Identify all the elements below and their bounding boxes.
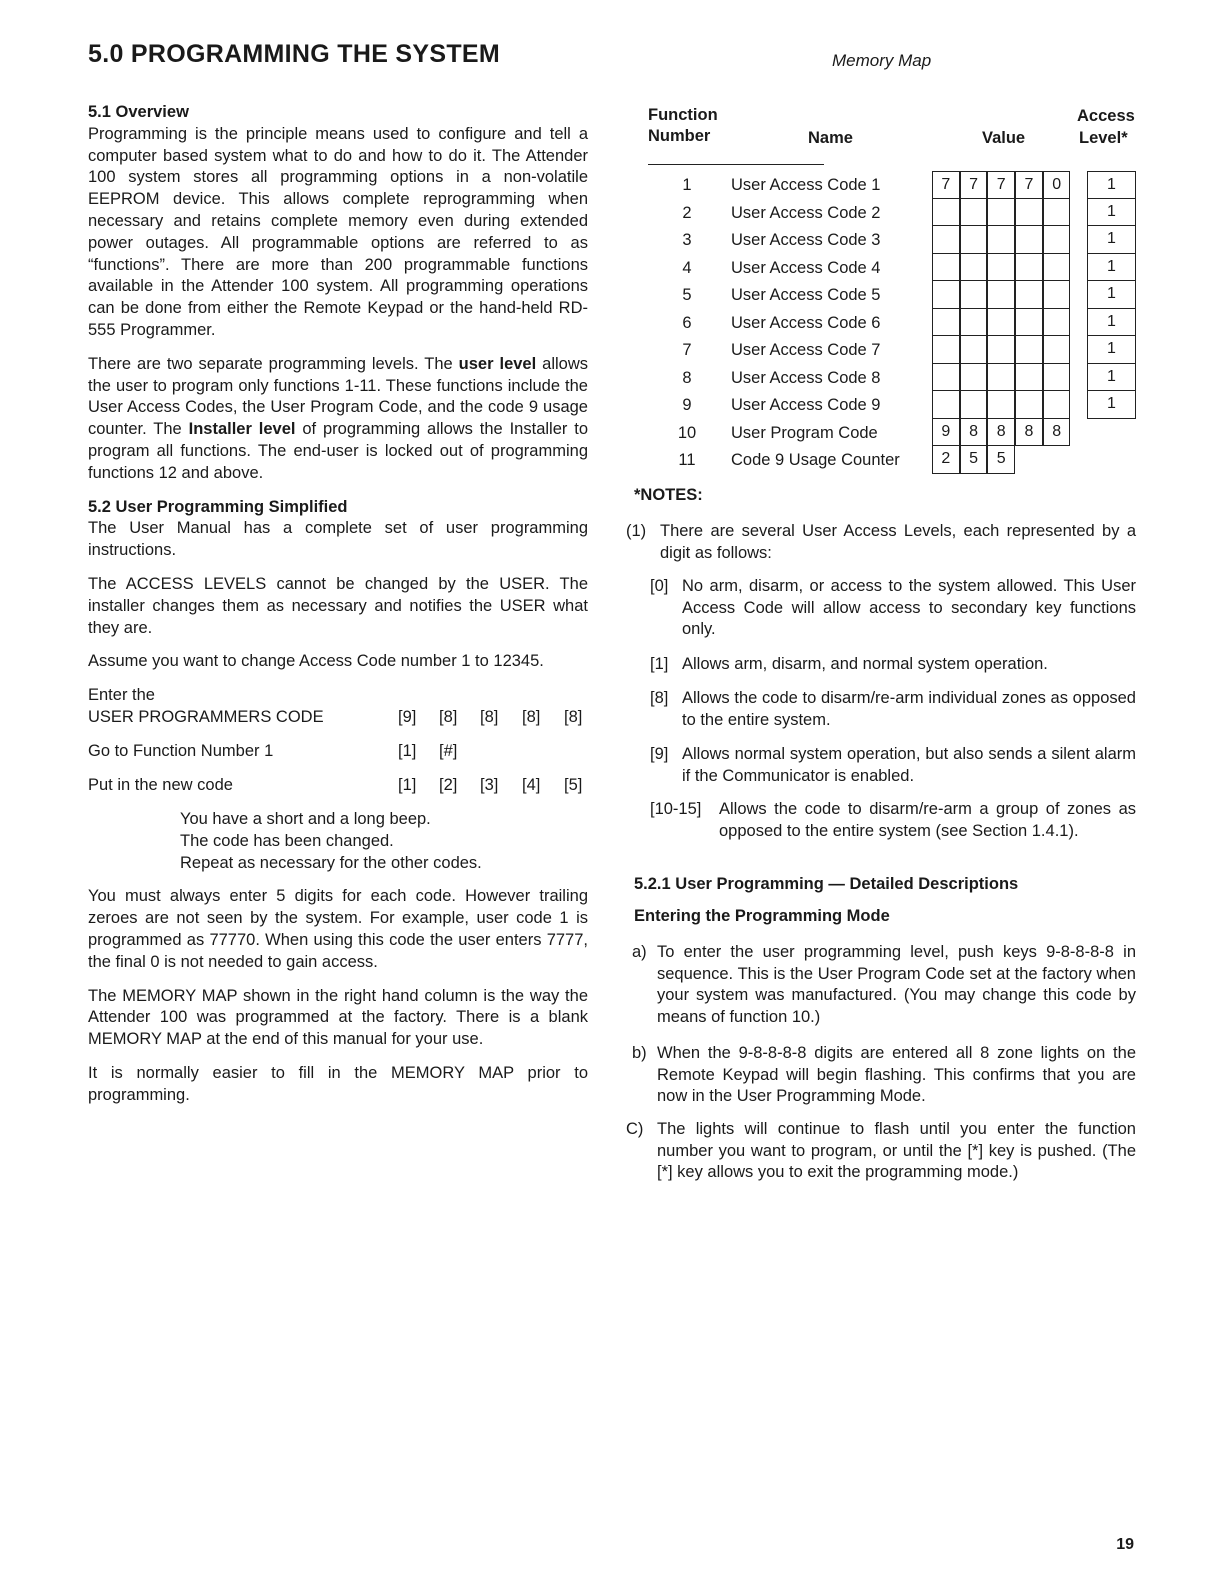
value-cell: 9 [932, 419, 960, 447]
memory-map-row [626, 254, 1138, 282]
function-number: 9 [682, 396, 692, 414]
value-cell [1043, 364, 1071, 392]
function-name: User Access Code 8 [731, 368, 881, 387]
memory-map-row [626, 336, 1138, 364]
function-number: 5 [682, 286, 692, 304]
page-title: 5.0 PROGRAMMING THE SYSTEM [88, 40, 501, 68]
value-cell: 7 [987, 171, 1015, 199]
function-name: User Access Code 3 [731, 231, 881, 249]
access-level-cell: 1 [1087, 226, 1136, 254]
key-label: [#] [439, 741, 458, 760]
function-name: User Program Code [731, 423, 878, 442]
memory-map-row [626, 391, 1138, 419]
access-level-cell: 1 [1087, 391, 1136, 419]
function-number: 10 [677, 423, 697, 442]
beep-line: You have a short and a long beep. [180, 809, 431, 828]
name-header: Name [808, 129, 853, 147]
access-level-cell: 1 [1087, 171, 1136, 199]
levels-paragraph [88, 354, 588, 485]
value-cell: 7 [932, 171, 960, 199]
step-row [88, 707, 588, 729]
user-manual-paragraph: The User Manual has a complete set of user programming instructions. [88, 519, 588, 560]
item-tag: b) [632, 1044, 647, 1062]
function-number: 6 [682, 313, 692, 332]
level-tag: [10-15] [650, 800, 702, 818]
levels-text-c: allows the user to program only functions 1-11. These functions include the User Access Codes, the User Program Code, and the code 9 usage counter. The [88, 354, 588, 439]
five-digits-paragraph: You must always enter 5 digits for each code. However trailing zeroes are not seen by the system. For example, user code 1 is programmed as 77770. When using this code the user enters 7777, the final 0 is not needed to gain access. [88, 887, 588, 971]
value-cell [987, 226, 1015, 254]
value-cell [932, 281, 960, 309]
level-tag: [1] [650, 655, 669, 673]
function-name: User Access Code 4 [731, 258, 881, 277]
value-cell [987, 309, 1015, 337]
levels-text-a: There are two separate programming levels. The [88, 354, 459, 373]
access-header-line1: Access [1077, 107, 1135, 125]
item-text: The lights will continue to flash until you enter the function number you want to program, or until the [*] key is pushed. (The [*] key allows you to exit the programming mode.) [657, 1120, 1136, 1182]
function-number: 8 [682, 368, 692, 387]
page-number: 19 [1116, 1536, 1134, 1553]
value-cell: 7 [960, 171, 988, 199]
value-cell [1015, 336, 1043, 364]
note-1 [626, 521, 1136, 564]
level-text: Allows arm, disarm, and normal system operation. [682, 655, 1048, 673]
function-header-line1: Function [648, 106, 718, 124]
step-label: Put in the new code [88, 775, 233, 794]
memory-map-paragraph: The MEMORY MAP shown in the right hand column is the way the Attender 100 was programmed at the factory. There is a blank MEMORY MAP at the end of this manual for your use. [88, 986, 588, 1049]
level-tag: [0] [650, 577, 669, 595]
value-cell [932, 226, 960, 254]
access-level-cell: 1 [1087, 281, 1136, 309]
entering-mode-heading: Entering the Programming Mode [634, 907, 890, 925]
function-number: 2 [682, 203, 692, 222]
value-cell: 8 [1043, 419, 1071, 447]
value-cell [1015, 364, 1043, 392]
memory-map-row [626, 281, 1138, 309]
value-cell [932, 199, 960, 227]
key-label: [5] [564, 775, 583, 794]
user-level-term: user level [458, 354, 537, 373]
value-cell [987, 199, 1015, 227]
key-label: [4] [522, 775, 541, 794]
value-cell [960, 336, 988, 364]
function-name: User Access Code 7 [731, 341, 881, 359]
step-label: Go to Function Number 1 [88, 741, 274, 760]
memory-map-row [626, 309, 1138, 337]
left-column [88, 102, 588, 1106]
function-number: 1 [682, 176, 692, 194]
memory-map-row [626, 364, 1138, 392]
level-text: Allows the code to disarm/re-arm individual zones as opposed to the entire system. [682, 689, 1136, 729]
memory-map-row [626, 446, 1138, 474]
key-label: [8] [480, 707, 499, 726]
access-level-cell: 1 [1087, 364, 1136, 392]
function-name: Code 9 Usage Counter [731, 451, 900, 469]
installer-level-term: Installer level [188, 420, 296, 439]
value-cell [932, 336, 960, 364]
level-note [650, 576, 1136, 641]
value-cell: 8 [987, 419, 1015, 447]
value-cell [960, 364, 988, 392]
note-tag: (1) [626, 522, 647, 540]
value-cell: 8 [960, 419, 988, 447]
step-item [626, 1119, 1136, 1184]
value-header: Value [982, 129, 1026, 147]
key-label: [8] [439, 707, 458, 726]
value-cell [1015, 281, 1043, 309]
function-name: User Access Code 2 [731, 203, 881, 222]
fill-in-paragraph: It is normally easier to fill in the MEMORY MAP prior to programming. [88, 1063, 588, 1104]
level-note [650, 688, 1136, 731]
memory-map-row [626, 199, 1138, 227]
access-level-cell: 1 [1087, 309, 1136, 337]
value-cell [932, 364, 960, 392]
value-cell: 7 [1015, 171, 1043, 199]
function-number: 7 [682, 341, 692, 359]
beep-line: Repeat as necessary for the other codes. [180, 853, 482, 872]
section-5-2-1-heading: 5.2.1 User Programming — Detailed Descriptions [634, 875, 1019, 893]
notes-heading: *NOTES: [634, 486, 703, 504]
level-tag: [9] [650, 745, 669, 763]
value-cell [1015, 226, 1043, 254]
level-note [650, 744, 1136, 787]
note-text: There are several User Access Levels, each represented by a digit as follows: [660, 522, 1136, 562]
function-number: 11 [678, 451, 696, 469]
memory-map-row [626, 419, 1138, 447]
access-header-line2: Level* [1079, 129, 1128, 147]
value-cell [960, 391, 988, 419]
function-name: User Access Code 5 [731, 286, 881, 304]
key-label: [9] [398, 707, 417, 726]
level-text: Allows normal system operation, but also sends a silent alarm if the Communicator is enabled. [682, 745, 1136, 785]
value-cell [1043, 199, 1071, 227]
step-row [88, 741, 588, 763]
memory-map-row [626, 226, 1138, 254]
value-cell [960, 199, 988, 227]
level-note [650, 799, 1136, 842]
value-cell: 5 [987, 446, 1015, 474]
function-name: User Access Code 9 [731, 396, 881, 414]
key-label: [1] [398, 741, 417, 760]
step-item [632, 1043, 1136, 1108]
function-number: 4 [682, 258, 692, 277]
value-cell [1015, 254, 1043, 282]
value-cell [960, 309, 988, 337]
levels-text-e: of programming allows the Installer to program all functions. The end-user is locked out of programming functions 12 and above. [88, 420, 589, 482]
value-cell [1043, 254, 1071, 282]
function-name: User Access Code 6 [731, 313, 881, 332]
value-cell [932, 309, 960, 337]
value-cell [932, 391, 960, 419]
function-number: 3 [682, 231, 692, 249]
value-cell: 5 [960, 446, 988, 474]
level-text: Allows the code to disarm/re-arm a group of zones as opposed to the entire system (see Section 1.4.1). [719, 800, 1136, 840]
value-cell [987, 391, 1015, 419]
beep-line: The code has been changed. [180, 831, 394, 850]
access-level-cell: 1 [1087, 199, 1136, 227]
value-cell: 2 [932, 446, 960, 474]
value-cell [987, 254, 1015, 282]
value-cell [960, 226, 988, 254]
key-label: [2] [439, 775, 458, 794]
value-cell [932, 254, 960, 282]
value-cell [960, 254, 988, 282]
item-text: To enter the user programming level, push keys 9-8-8-8-8 in sequence. This is the User Program Code set at the factory when your system was manufactured. (You may change this code by means of function 10.) [657, 943, 1136, 1026]
access-level-cell: 1 [1087, 336, 1136, 364]
memory-map-title: Memory Map [832, 51, 932, 70]
value-cell [1043, 226, 1071, 254]
value-cell [960, 281, 988, 309]
value-cell [1043, 309, 1071, 337]
value-cell [1043, 281, 1071, 309]
level-text: No arm, disarm, or access to the system allowed. This User Access Code will allow access to secondary key functions only. [682, 577, 1136, 639]
enter-the-label: Enter the [88, 686, 155, 705]
item-text: When the 9-8-8-8-8 digits are entered all 8 zone lights on the Remote Keypad will begin flashing. This confirms that you are now in the User Programming Mode. [657, 1044, 1136, 1106]
value-cell [1015, 309, 1043, 337]
access-levels-paragraph: The ACCESS LEVELS cannot be changed by the USER. The installer changes them as necessary and notifies the USER what they are. [88, 574, 588, 637]
value-cell [987, 336, 1015, 364]
overview-paragraph: Programming is the principle means used to configure and tell a computer based system what to do and how to do it. The Attender 100 system stores all programming options in a non-volatile EEPROM device. This allows complete reprogramming when necessary and retains complete memory even during extended power outages. All programmable options are referred to as “functions”. There are more than 200 programmable functions available in the Attender 100 system. All programming operations can be done from either the Remote Keypad or the hand-held RD-555 Programmer. [88, 124, 588, 339]
level-note [650, 654, 1136, 676]
memory-map-row [626, 171, 1138, 199]
value-cell: 0 [1043, 171, 1071, 199]
level-tag: [8] [650, 689, 669, 707]
assume-paragraph: Assume you want to change Access Code number 1 to 12345. [88, 652, 544, 671]
value-cell [1015, 199, 1043, 227]
value-cell [987, 364, 1015, 392]
header-rule [648, 164, 824, 165]
value-cell [987, 281, 1015, 309]
access-level-cell: 1 [1087, 254, 1136, 282]
value-cell: 8 [1015, 419, 1043, 447]
value-cell [1043, 391, 1071, 419]
key-label: [8] [522, 707, 541, 726]
step-item [632, 942, 1136, 1028]
item-tag: a) [632, 943, 647, 961]
value-cell [1043, 336, 1071, 364]
section-5-1-heading: 5.1 Overview [88, 103, 189, 121]
step-row [88, 775, 588, 797]
value-cell [1015, 391, 1043, 419]
function-header-line2: Number [648, 127, 711, 145]
key-label: [1] [398, 775, 417, 794]
key-label: [3] [480, 775, 499, 794]
section-5-2-heading: 5.2 User Programming Simplified [88, 497, 348, 516]
item-tag: C) [626, 1120, 644, 1138]
key-label: [8] [564, 707, 583, 726]
function-name: User Access Code 1 [731, 176, 881, 194]
step-label: USER PROGRAMMERS CODE [88, 707, 324, 726]
